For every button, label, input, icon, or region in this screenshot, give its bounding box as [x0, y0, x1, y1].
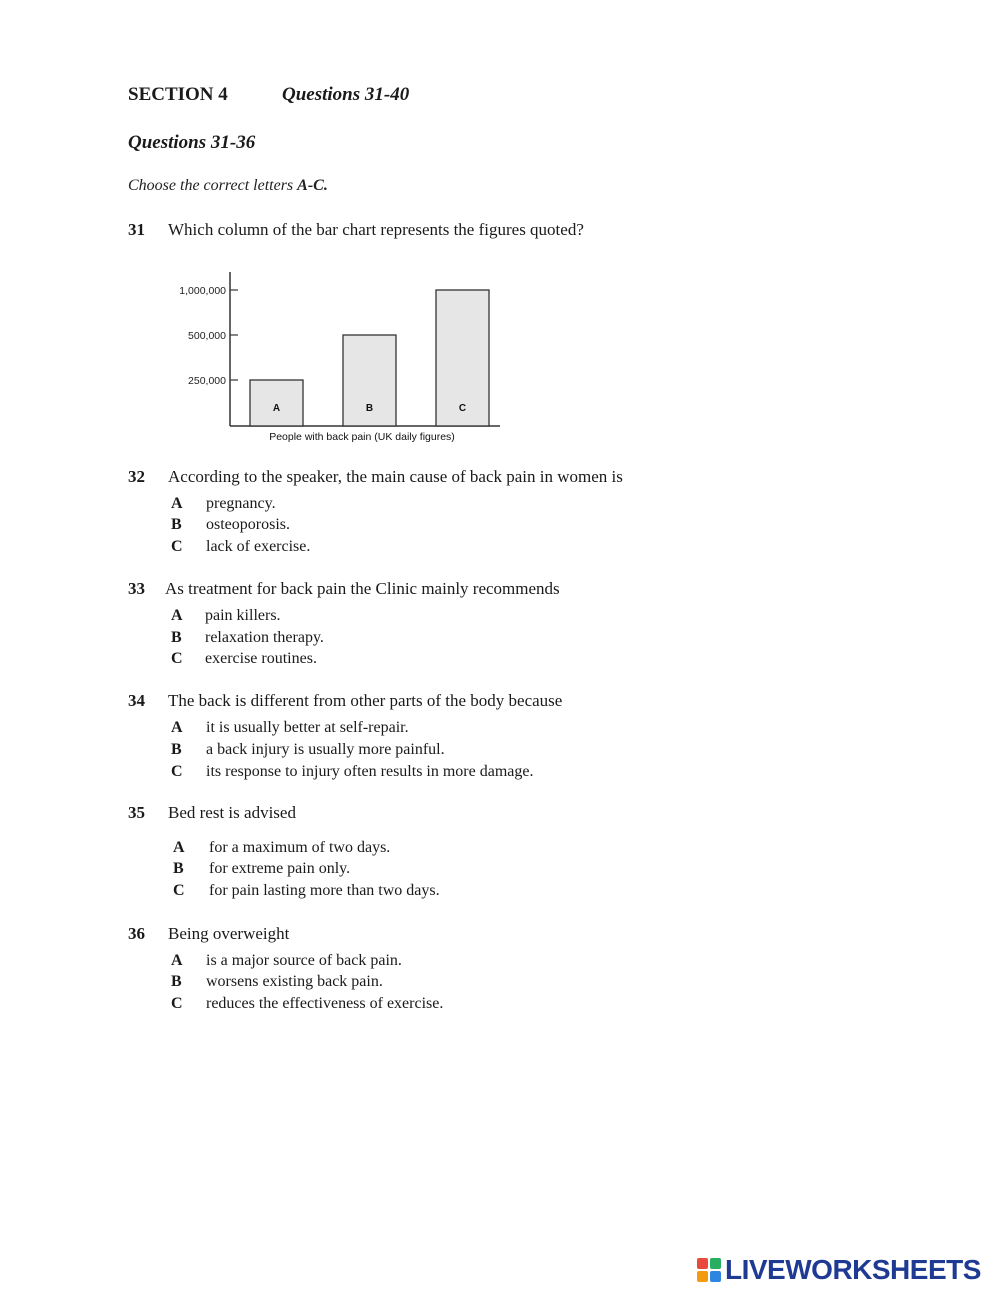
option-letter: A	[171, 607, 183, 624]
instruction	[128, 177, 328, 195]
option-text: a back injury is usually more painful.	[206, 741, 445, 758]
option-letter: B	[171, 516, 182, 533]
question-31-number: 31	[128, 220, 145, 239]
y-tick-label: 500,000	[188, 330, 226, 342]
question-32-text: According to the speaker, the main cause of back pain in women is	[168, 467, 623, 486]
question-32-number: 32	[128, 467, 145, 486]
option-text: for pain lasting more than two days.	[209, 882, 440, 899]
section-title: SECTION 4	[128, 84, 228, 105]
logo-square	[710, 1271, 721, 1282]
option-letter: B	[171, 629, 182, 646]
option-text: pain killers.	[205, 607, 281, 624]
question-34-number: 34	[128, 691, 145, 710]
option-text: for a maximum of two days.	[209, 839, 391, 856]
option-letter: B	[171, 741, 182, 758]
instruction-text: Choose the correct letters	[128, 177, 298, 194]
option-letter: B	[171, 973, 182, 990]
option-letter: C	[171, 763, 183, 780]
option-letter: A	[173, 839, 185, 856]
option-letter: A	[171, 495, 183, 512]
option-text: is a major source of back pain.	[206, 952, 402, 969]
bar-label-c: C	[458, 403, 467, 414]
question-33-number: 33	[128, 579, 145, 598]
back-pain-bar-chart	[150, 262, 530, 462]
option-text: exercise routines.	[205, 650, 317, 667]
y-tick-label: 1,000,000	[179, 285, 226, 297]
y-tick-label: 250,000	[188, 375, 226, 387]
question-35-text: Bed rest is advised	[168, 803, 296, 822]
option-letter: A	[171, 952, 183, 969]
option-text: its response to injury often results in more damage.	[206, 763, 534, 780]
option-text: it is usually better at self-repair.	[206, 719, 409, 736]
bar-label-a: A	[272, 403, 281, 414]
x-axis-label: People with back pain (UK daily figures)	[269, 431, 455, 443]
option-text: worsens existing back pain.	[206, 973, 383, 990]
section-question-range: Questions 31-40	[282, 84, 410, 105]
option-letter: A	[171, 719, 183, 736]
liveworksheets-logo-icon	[697, 1258, 721, 1282]
bar-label-b: B	[365, 403, 374, 414]
logo-square	[710, 1258, 721, 1269]
question-33-text: As treatment for back pain the Clinic mainly recommends	[165, 579, 560, 598]
brand-name: LIVEWORKSHEETS	[725, 1254, 981, 1285]
option-letter: C	[171, 538, 183, 555]
option-letter: C	[173, 882, 185, 899]
option-letter: C	[171, 995, 183, 1012]
option-letter: B	[173, 860, 184, 877]
option-text: for extreme pain only.	[209, 860, 351, 877]
option-text: pregnancy.	[206, 495, 276, 512]
logo-square	[697, 1271, 708, 1282]
question-35-number: 35	[128, 803, 145, 822]
question-36-number: 36	[128, 924, 145, 943]
question-34-text: The back is different from other parts of the body because	[168, 691, 563, 710]
question-31-text: Which column of the bar chart represents the figures quoted?	[168, 220, 584, 239]
option-text: reduces the effectiveness of exercise.	[206, 995, 444, 1012]
option-letter: C	[171, 650, 183, 667]
question-36-text: Being overweight	[168, 924, 290, 943]
option-text: lack of exercise.	[206, 538, 311, 555]
logo-square	[697, 1258, 708, 1269]
option-text: relaxation therapy.	[205, 629, 324, 646]
option-text: osteoporosis.	[206, 516, 290, 533]
liveworksheets-logo	[697, 1254, 981, 1286]
subheading: Questions 31-36	[128, 132, 256, 153]
instruction-letters: A-C.	[297, 177, 328, 194]
